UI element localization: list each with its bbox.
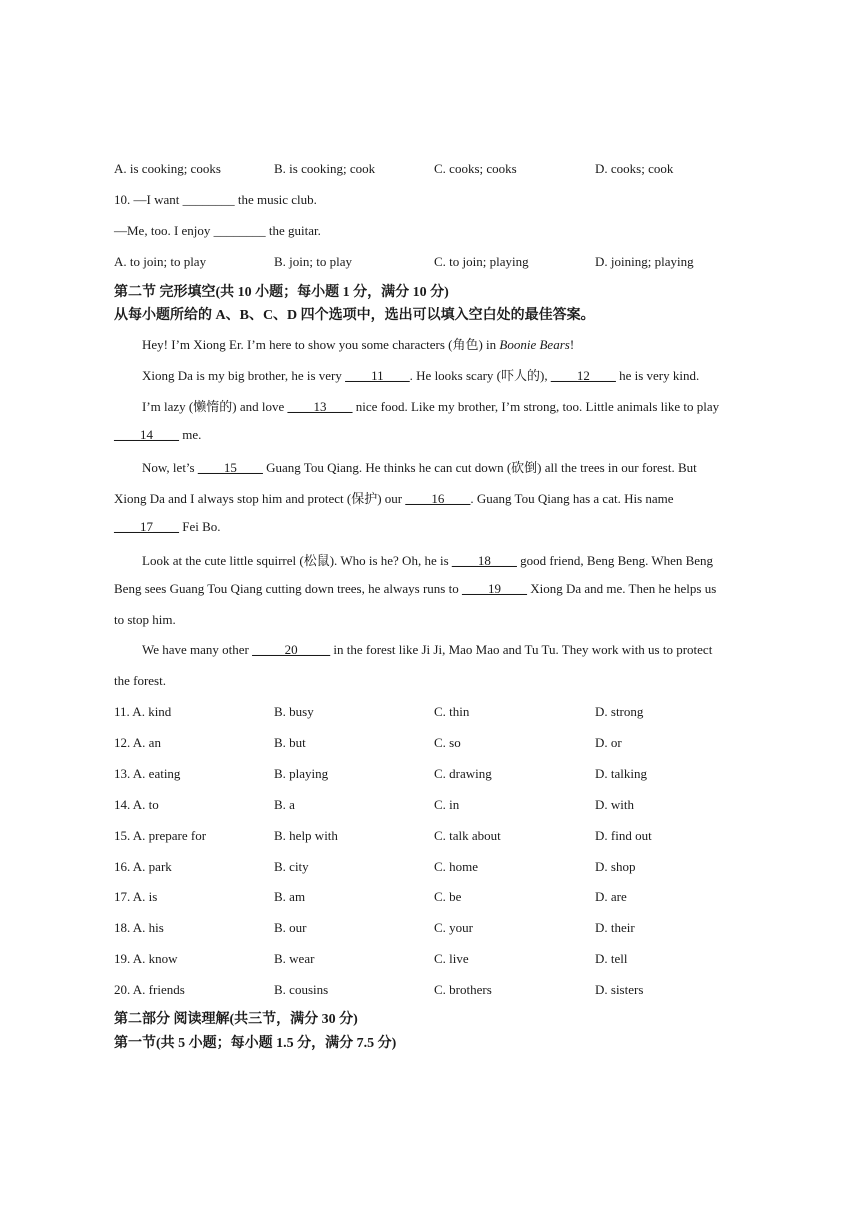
option-d: D. shop: [595, 859, 636, 874]
book-title: Boonie Bears: [499, 337, 570, 352]
section-instruction: 从每小题所给的 A、B、C、D 四个选项中，选出可以填入空白处的最佳答案。: [114, 308, 595, 323]
option-c: C. your: [434, 920, 473, 935]
option-d: D. strong: [595, 704, 644, 719]
option-c: C. in: [434, 797, 460, 812]
option-b: B. am: [274, 889, 306, 904]
option-a: 12. A. an: [114, 735, 161, 750]
question-options: [114, 889, 774, 909]
option-a: 20. A. friends: [114, 982, 185, 997]
option-b: B. but: [274, 735, 306, 750]
option-d: D. sisters: [595, 982, 644, 997]
passage-line: Look at the cute little squirrel (松鼠). Who is he? Oh, he is ____18____ good friend, Beng Beng. When Beng: [142, 553, 714, 568]
part-heading: 第二部分 阅读理解(共三节，满分 30 分): [114, 1012, 358, 1027]
passage-line: Xiong Da is my big brother, he is very ____11____. He looks scary (吓人的), ____12____ he is very kind.: [142, 368, 700, 383]
option-d: D. cooks; cook: [595, 161, 674, 176]
blank-11: ____11____: [345, 368, 410, 383]
option-c: C. cooks; cooks: [434, 161, 517, 176]
option-a: A. is cooking; cooks: [114, 161, 221, 176]
option-c: C. live: [434, 951, 469, 966]
option-a: 16. A. park: [114, 859, 172, 874]
passage-line: Hey! I’m Xiong Er. I’m here to show you some characters (角色) in Boonie Bears!: [142, 337, 575, 352]
question-options: [114, 951, 774, 971]
q10-line-2: —Me, too. I enjoy ________ the guitar.: [114, 223, 321, 238]
passage-line: ____17____ Fei Bo.: [114, 519, 221, 534]
question-options: [114, 766, 774, 786]
option-b: B. join; to play: [274, 254, 352, 269]
blank-14: ____14____: [114, 427, 179, 442]
passage-line: I’m lazy (懒惰的) and love ____13____ nice food. Like my brother, I’m strong, too. Little animals like to play: [142, 399, 720, 414]
option-b: B. our: [274, 920, 307, 935]
option-b: B. is cooking; cook: [274, 161, 376, 176]
option-a: 17. A. is: [114, 889, 158, 904]
option-b: B. wear: [274, 951, 315, 966]
option-c: C. drawing: [434, 766, 492, 781]
option-d: D. with: [595, 797, 634, 812]
option-c: C. brothers: [434, 982, 492, 997]
option-a: 14. A. to: [114, 797, 159, 812]
option-b: B. city: [274, 859, 309, 874]
option-b: B. cousins: [274, 982, 329, 997]
passage-line: Now, let’s ____15____ Guang Tou Qiang. He thinks he can cut down (砍倒) all the trees in our forest. But: [142, 460, 697, 475]
option-a: 11. A. kind: [114, 704, 172, 719]
option-b: B. playing: [274, 766, 329, 781]
option-a: 13. A. eating: [114, 766, 181, 781]
passage-line: the forest.: [114, 673, 166, 688]
blank-12: ____12____: [550, 368, 616, 383]
option-a: 18. A. his: [114, 920, 164, 935]
option-c: C. so: [434, 735, 461, 750]
option-d: D. tell: [595, 951, 628, 966]
question-options: [114, 859, 774, 879]
blank-16: ____16____: [405, 491, 471, 506]
option-b: B. help with: [274, 828, 338, 843]
question-options: [114, 797, 774, 817]
option-d: D. are: [595, 889, 627, 904]
option-d: D. talking: [595, 766, 647, 781]
q9-options: [114, 161, 774, 181]
question-options: [114, 704, 774, 724]
blank-19: ____19____: [461, 581, 527, 596]
question-options: [114, 828, 774, 848]
option-d: D. joining; playing: [595, 254, 694, 269]
option-d: D. their: [595, 920, 635, 935]
option-c: C. be: [434, 889, 462, 904]
passage-line: Xiong Da and I always stop him and protect (保护) our ____16____. Guang Tou Qiang has a cat. His name: [114, 491, 674, 506]
passage-line: Beng sees Guang Tou Qiang cutting down trees, he always runs to ____19____ Xiong Da and me. Then he helps us: [114, 581, 717, 596]
option-a: A. to join; to play: [114, 254, 207, 269]
option-c: C. talk about: [434, 828, 501, 843]
option-c: C. home: [434, 859, 479, 874]
option-b: B. a: [274, 797, 295, 812]
option-d: D. or: [595, 735, 622, 750]
blank-17: ____17____: [114, 519, 179, 534]
q10-options: [114, 254, 774, 274]
option-c: C. thin: [434, 704, 470, 719]
blank-15: ____15____: [197, 460, 263, 475]
option-b: B. busy: [274, 704, 314, 719]
option-c: C. to join; playing: [434, 254, 529, 269]
passage-line: to stop him.: [114, 612, 176, 627]
subsection-heading: 第一节(共 5 小题；每小题 1.5 分，满分 7.5 分): [114, 1036, 397, 1051]
question-options: [114, 982, 774, 1002]
option-a: 15. A. prepare for: [114, 828, 207, 843]
option-a: 19. A. know: [114, 951, 178, 966]
section-heading: 第二节 完形填空(共 10 小题；每小题 1 分，满分 10 分): [114, 285, 449, 300]
blank-13: ____13____: [287, 399, 353, 414]
q10-line-1: 10. —I want ________ the music club.: [114, 192, 317, 207]
question-options: [114, 735, 774, 755]
passage-line: ____14____ me.: [114, 427, 202, 442]
blank-18: ____18____: [451, 553, 517, 568]
option-d: D. find out: [595, 828, 652, 843]
blank-20: _____20_____: [252, 642, 331, 657]
passage-line: We have many other _____20_____ in the forest like Ji Ji, Mao Mao and Tu Tu. They work with us to protect: [142, 642, 713, 657]
question-options: [114, 920, 774, 940]
